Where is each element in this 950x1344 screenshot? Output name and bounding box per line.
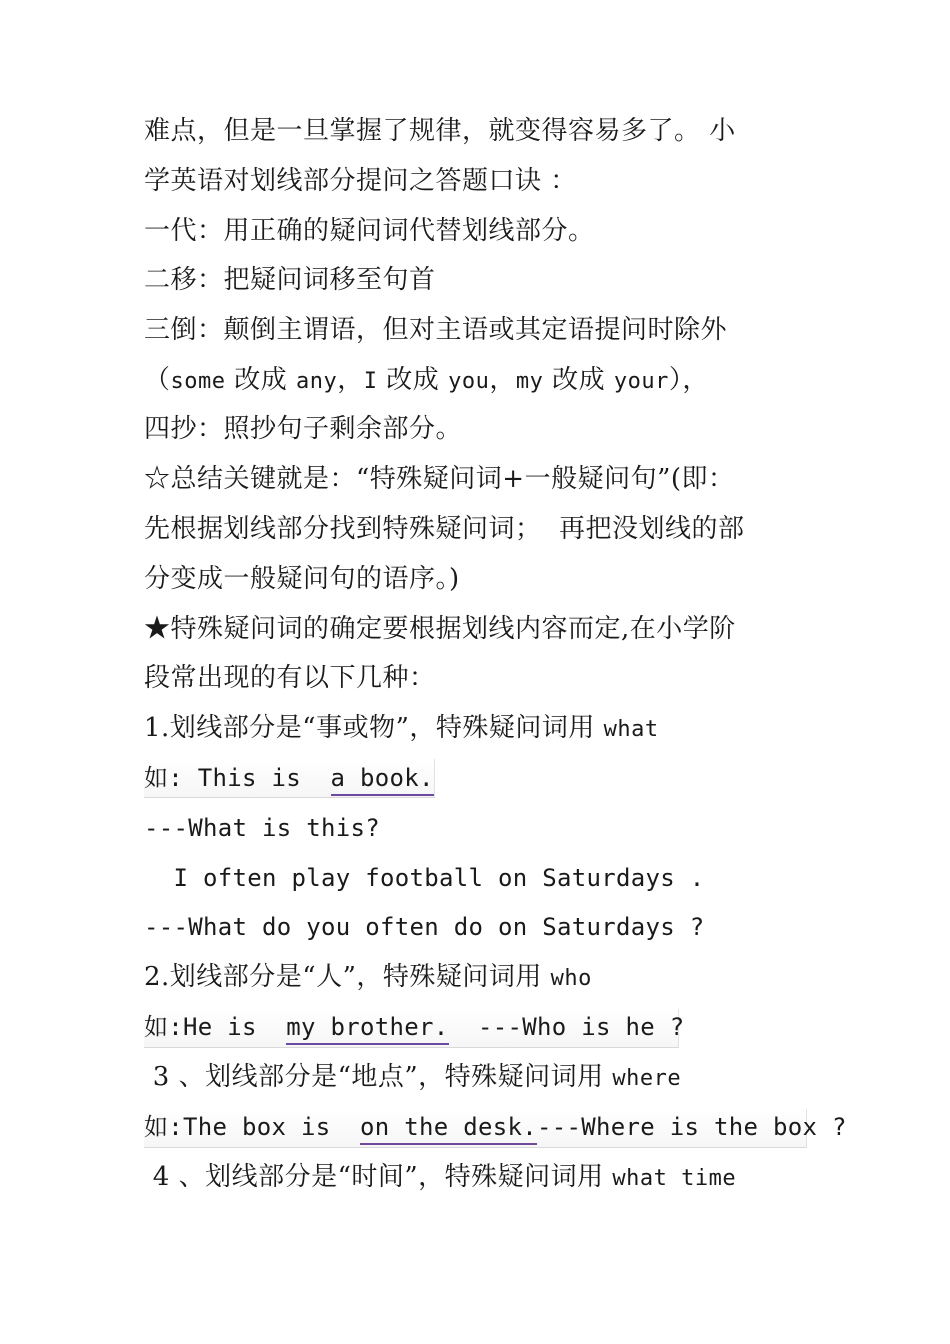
item-1-heading: 1.划线部分是“事或物”，特殊疑问词用 what: [144, 713, 659, 743]
example-1b: I often play football on Saturdays .: [144, 864, 705, 892]
example-3: 如:The box is on the desk.---Where is the box ?: [144, 1107, 847, 1147]
answer-1b: ---What do you often do on Saturdays ?: [144, 913, 705, 941]
rule-two: 二移：把疑问词移至句首: [144, 265, 436, 295]
text-line: 学英语对划线部分提问之答题口诀 ：: [144, 166, 577, 196]
answer-1: ---What is this?: [144, 814, 380, 842]
summary-line: 分变成一般疑问句的语序。): [144, 564, 460, 594]
example-1: 如: This is a book.: [144, 758, 434, 798]
underlined-part: on the desk.: [360, 1113, 537, 1145]
underlined-part: my brother.: [286, 1013, 448, 1045]
text-line: 难点，但是一旦掌握了规律，就变得容易多了。 小: [144, 116, 736, 146]
underlined-part: a book.: [331, 764, 434, 796]
rule-four: 四抄：照抄句子剩余部分。: [144, 414, 463, 444]
rule-three: 三倒：颠倒主谓语，但对主语或其定语提问时除外: [144, 315, 728, 345]
item-2-heading: 2.划线部分是“人”，特殊疑问词用 who: [144, 962, 592, 992]
example-2: 如:He is my brother. ---Who is he ?: [144, 1007, 685, 1047]
rule-one: 一代：用正确的疑问词代替划线部分。: [144, 216, 595, 246]
summary-line: ☆总结关键就是：“特殊疑问词+一般疑问句”(即：: [144, 464, 735, 494]
item-3-heading: 3 、划线部分是“地点”，特殊疑问词用 where: [144, 1062, 682, 1092]
note-line: ★特殊疑问词的确定要根据划线内容而定,在小学阶: [144, 614, 736, 644]
rule-three-note: （some 改成 any，I 改成 you，my 改成 your），: [144, 365, 709, 395]
summary-line: 先根据划线部分找到特殊疑问词； 再把没划线的部: [144, 514, 745, 544]
note-line: 段常出现的有以下几种：: [144, 663, 436, 693]
item-4-heading: 4 、划线部分是“时间”，特殊疑问词用 what time: [144, 1162, 737, 1192]
